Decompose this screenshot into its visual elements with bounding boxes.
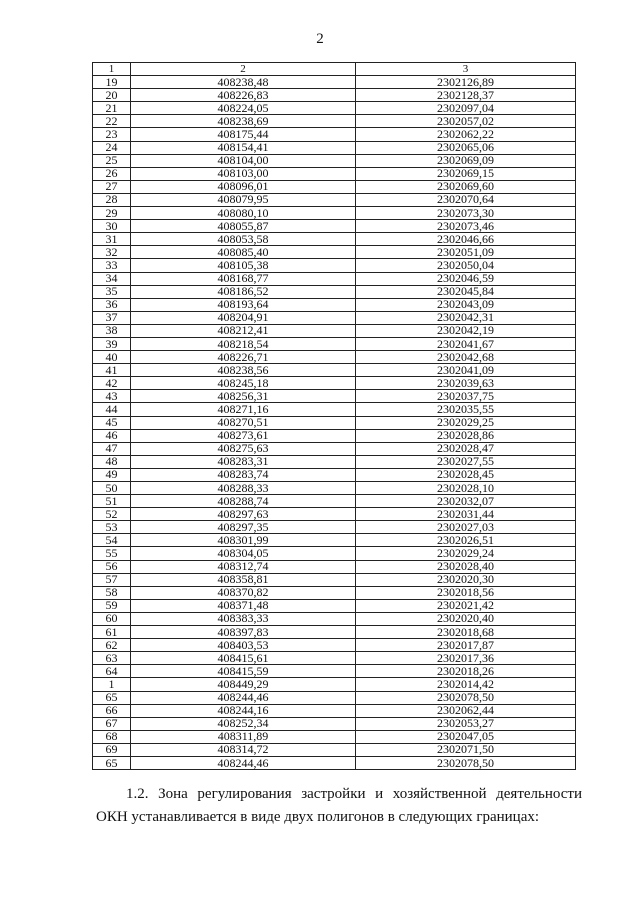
point-number-cell: 53 (93, 521, 131, 534)
table-row (93, 324, 576, 337)
x-coordinate-cell: 408370,82 (131, 586, 356, 599)
x-coordinate-cell: 408154,41 (131, 141, 356, 154)
point-number-cell: 49 (93, 468, 131, 481)
y-coordinate-cell: 2302028,45 (356, 468, 576, 481)
point-number-cell: 52 (93, 508, 131, 521)
y-coordinate-cell: 2302018,26 (356, 665, 576, 678)
point-number-cell: 68 (93, 730, 131, 743)
table-row (93, 730, 576, 743)
table-row (93, 756, 576, 769)
x-coordinate-cell: 408403,53 (131, 639, 356, 652)
point-number-cell: 28 (93, 193, 131, 206)
y-coordinate-cell: 2302041,09 (356, 364, 576, 377)
y-coordinate-cell: 2302045,84 (356, 285, 576, 298)
x-coordinate-cell: 408193,64 (131, 298, 356, 311)
point-number-cell: 27 (93, 180, 131, 193)
point-number-cell: 46 (93, 429, 131, 442)
x-coordinate-cell: 408238,56 (131, 364, 356, 377)
y-coordinate-cell: 2302069,60 (356, 180, 576, 193)
table-row (93, 285, 576, 298)
x-coordinate-cell: 408304,05 (131, 547, 356, 560)
x-coordinate-cell: 408256,31 (131, 390, 356, 403)
coordinates-table (92, 62, 576, 770)
y-coordinate-cell: 2302027,55 (356, 455, 576, 468)
x-coordinate-cell: 408105,38 (131, 259, 356, 272)
y-coordinate-cell: 2302128,37 (356, 89, 576, 102)
point-number-cell: 47 (93, 442, 131, 455)
point-number-cell: 65 (93, 691, 131, 704)
x-coordinate-cell: 408397,83 (131, 626, 356, 639)
point-number-cell: 40 (93, 351, 131, 364)
point-number-cell: 37 (93, 311, 131, 324)
y-coordinate-cell: 2302042,68 (356, 351, 576, 364)
y-coordinate-cell: 2302020,40 (356, 612, 576, 625)
x-coordinate-cell: 408053,58 (131, 233, 356, 246)
table-row (93, 128, 576, 141)
x-coordinate-cell: 408055,87 (131, 220, 356, 233)
y-coordinate-cell: 2302017,36 (356, 652, 576, 665)
y-coordinate-cell: 2302032,07 (356, 495, 576, 508)
table-row (93, 311, 576, 324)
table-row (93, 599, 576, 612)
y-coordinate-cell: 2302028,86 (356, 429, 576, 442)
point-number-cell: 66 (93, 704, 131, 717)
table-row (93, 652, 576, 665)
y-coordinate-cell: 2302027,03 (356, 521, 576, 534)
x-coordinate-cell: 408104,00 (131, 154, 356, 167)
table-row (93, 141, 576, 154)
table-row (93, 193, 576, 206)
point-number-cell: 63 (93, 652, 131, 665)
point-number-cell: 34 (93, 272, 131, 285)
table-row (93, 573, 576, 586)
y-coordinate-cell: 2302029,25 (356, 416, 576, 429)
point-number-cell: 59 (93, 599, 131, 612)
y-coordinate-cell: 2302014,42 (356, 678, 576, 691)
x-coordinate-cell: 408244,46 (131, 691, 356, 704)
table-row (93, 115, 576, 128)
table-body (93, 76, 576, 770)
point-number-cell: 54 (93, 534, 131, 547)
x-coordinate-cell: 408186,52 (131, 285, 356, 298)
point-number-cell: 58 (93, 586, 131, 599)
y-coordinate-cell: 2302073,46 (356, 220, 576, 233)
point-number-cell: 64 (93, 665, 131, 678)
column-header-y: 3 (356, 63, 576, 76)
paragraph-line-1: 1.2. Зона регулирования застройки и хозяйственной деятельности (126, 786, 582, 802)
x-coordinate-cell: 408275,63 (131, 442, 356, 455)
table-row (93, 704, 576, 717)
x-coordinate-cell: 408080,10 (131, 207, 356, 220)
x-coordinate-cell: 408224,05 (131, 102, 356, 115)
table-row (93, 416, 576, 429)
x-coordinate-cell: 408252,34 (131, 717, 356, 730)
y-coordinate-cell: 2302017,87 (356, 639, 576, 652)
x-coordinate-cell: 408168,77 (131, 272, 356, 285)
x-coordinate-cell: 408314,72 (131, 743, 356, 756)
x-coordinate-cell: 408270,51 (131, 416, 356, 429)
y-coordinate-cell: 2302042,19 (356, 324, 576, 337)
x-coordinate-cell: 408312,74 (131, 560, 356, 573)
y-coordinate-cell: 2302062,22 (356, 128, 576, 141)
table-row (93, 167, 576, 180)
table-row (93, 626, 576, 639)
table-row (93, 482, 576, 495)
column-header-number: 1 (93, 63, 131, 76)
point-number-cell: 25 (93, 154, 131, 167)
y-coordinate-cell: 2302028,10 (356, 482, 576, 495)
table-row (93, 207, 576, 220)
x-coordinate-cell: 408212,41 (131, 324, 356, 337)
point-number-cell: 23 (93, 128, 131, 141)
y-coordinate-cell: 2302018,68 (356, 626, 576, 639)
point-number-cell: 33 (93, 259, 131, 272)
point-number-cell: 29 (93, 207, 131, 220)
x-coordinate-cell: 408283,31 (131, 455, 356, 468)
y-coordinate-cell: 2302050,04 (356, 259, 576, 272)
y-coordinate-cell: 2302057,02 (356, 115, 576, 128)
x-coordinate-cell: 408358,81 (131, 573, 356, 586)
table-row (93, 442, 576, 455)
y-coordinate-cell: 2302078,50 (356, 756, 576, 769)
table-row (93, 717, 576, 730)
y-coordinate-cell: 2302070,64 (356, 193, 576, 206)
x-coordinate-cell: 408218,54 (131, 337, 356, 350)
x-coordinate-cell: 408371,48 (131, 599, 356, 612)
table-row (93, 102, 576, 115)
table-row (93, 351, 576, 364)
y-coordinate-cell: 2302053,27 (356, 717, 576, 730)
table-row (93, 233, 576, 246)
table-row (93, 298, 576, 311)
x-coordinate-cell: 408096,01 (131, 180, 356, 193)
x-coordinate-cell: 408238,69 (131, 115, 356, 128)
point-number-cell: 42 (93, 377, 131, 390)
x-coordinate-cell: 408079,95 (131, 193, 356, 206)
y-coordinate-cell: 2302029,24 (356, 547, 576, 560)
table-row (93, 521, 576, 534)
table-row (93, 180, 576, 193)
table-row (93, 76, 576, 89)
table-row (93, 560, 576, 573)
x-coordinate-cell: 408175,44 (131, 128, 356, 141)
y-coordinate-cell: 2302041,67 (356, 337, 576, 350)
point-number-cell: 43 (93, 390, 131, 403)
table-row (93, 220, 576, 233)
table-row (93, 547, 576, 560)
y-coordinate-cell: 2302051,09 (356, 246, 576, 259)
table-row (93, 534, 576, 547)
y-coordinate-cell: 2302021,42 (356, 599, 576, 612)
table-row (93, 468, 576, 481)
x-coordinate-cell: 408415,59 (131, 665, 356, 678)
x-coordinate-cell: 408415,61 (131, 652, 356, 665)
point-number-cell: 36 (93, 298, 131, 311)
table-header-row (93, 63, 576, 76)
point-number-cell: 67 (93, 717, 131, 730)
table-row (93, 455, 576, 468)
x-coordinate-cell: 408226,71 (131, 351, 356, 364)
table-row (93, 586, 576, 599)
point-number-cell: 19 (93, 76, 131, 89)
y-coordinate-cell: 2302069,09 (356, 154, 576, 167)
x-coordinate-cell: 408297,35 (131, 521, 356, 534)
point-number-cell: 30 (93, 220, 131, 233)
point-number-cell: 50 (93, 482, 131, 495)
x-coordinate-cell: 408244,16 (131, 704, 356, 717)
point-number-cell: 22 (93, 115, 131, 128)
x-coordinate-cell: 408383,33 (131, 612, 356, 625)
x-coordinate-cell: 408271,16 (131, 403, 356, 416)
table-row (93, 154, 576, 167)
y-coordinate-cell: 2302042,31 (356, 311, 576, 324)
point-number-cell: 38 (93, 324, 131, 337)
x-coordinate-cell: 408288,74 (131, 495, 356, 508)
point-number-cell: 21 (93, 102, 131, 115)
y-coordinate-cell: 2302126,89 (356, 76, 576, 89)
y-coordinate-cell: 2302097,04 (356, 102, 576, 115)
x-coordinate-cell: 408301,99 (131, 534, 356, 547)
point-number-cell: 55 (93, 547, 131, 560)
table-row (93, 377, 576, 390)
table-row (93, 691, 576, 704)
y-coordinate-cell: 2302043,09 (356, 298, 576, 311)
y-coordinate-cell: 2302037,75 (356, 390, 576, 403)
y-coordinate-cell: 2302020,30 (356, 573, 576, 586)
y-coordinate-cell: 2302028,47 (356, 442, 576, 455)
y-coordinate-cell: 2302069,15 (356, 167, 576, 180)
y-coordinate-cell: 2302018,56 (356, 586, 576, 599)
y-coordinate-cell: 2302031,44 (356, 508, 576, 521)
table-row (93, 678, 576, 691)
paragraph-line-2: ОКН устанавливается в виде двух полигонов в следующих границах: (96, 809, 540, 825)
x-coordinate-cell: 408311,89 (131, 730, 356, 743)
y-coordinate-cell: 2302035,55 (356, 403, 576, 416)
point-number-cell: 57 (93, 573, 131, 586)
x-coordinate-cell: 408245,18 (131, 377, 356, 390)
point-number-cell: 45 (93, 416, 131, 429)
point-number-cell: 41 (93, 364, 131, 377)
table-row (93, 495, 576, 508)
y-coordinate-cell: 2302046,66 (356, 233, 576, 246)
y-coordinate-cell: 2302046,59 (356, 272, 576, 285)
table-row (93, 429, 576, 442)
x-coordinate-cell: 408273,61 (131, 429, 356, 442)
point-number-cell: 26 (93, 167, 131, 180)
table-row (93, 612, 576, 625)
y-coordinate-cell: 2302073,30 (356, 207, 576, 220)
point-number-cell: 20 (93, 89, 131, 102)
x-coordinate-cell: 408283,74 (131, 468, 356, 481)
point-number-cell: 62 (93, 639, 131, 652)
table-row (93, 403, 576, 416)
x-coordinate-cell: 408085,40 (131, 246, 356, 259)
table-row (93, 639, 576, 652)
table-row (93, 272, 576, 285)
x-coordinate-cell: 408238,48 (131, 76, 356, 89)
y-coordinate-cell: 2302039,63 (356, 377, 576, 390)
point-number-cell: 1 (93, 678, 131, 691)
column-header-x: 2 (131, 63, 356, 76)
point-number-cell: 51 (93, 495, 131, 508)
y-coordinate-cell: 2302047,05 (356, 730, 576, 743)
y-coordinate-cell: 2302078,50 (356, 691, 576, 704)
x-coordinate-cell: 408226,83 (131, 89, 356, 102)
table-row (93, 665, 576, 678)
y-coordinate-cell: 2302071,50 (356, 743, 576, 756)
point-number-cell: 69 (93, 743, 131, 756)
point-number-cell: 44 (93, 403, 131, 416)
table-row (93, 337, 576, 350)
point-number-cell: 48 (93, 455, 131, 468)
x-coordinate-cell: 408288,33 (131, 482, 356, 495)
table-row (93, 390, 576, 403)
y-coordinate-cell: 2302062,44 (356, 704, 576, 717)
x-coordinate-cell: 408297,63 (131, 508, 356, 521)
table-row (93, 246, 576, 259)
point-number-cell: 60 (93, 612, 131, 625)
point-number-cell: 32 (93, 246, 131, 259)
x-coordinate-cell: 408103,00 (131, 167, 356, 180)
point-number-cell: 31 (93, 233, 131, 246)
point-number-cell: 35 (93, 285, 131, 298)
x-coordinate-cell: 408204,91 (131, 311, 356, 324)
table-row (93, 364, 576, 377)
table-row (93, 89, 576, 102)
x-coordinate-cell: 408449,29 (131, 678, 356, 691)
point-number-cell: 39 (93, 337, 131, 350)
y-coordinate-cell: 2302026,51 (356, 534, 576, 547)
point-number-cell: 65 (93, 756, 131, 769)
point-number-cell: 24 (93, 141, 131, 154)
y-coordinate-cell: 2302065,06 (356, 141, 576, 154)
zone-description-paragraph (96, 783, 582, 829)
point-number-cell: 56 (93, 560, 131, 573)
y-coordinate-cell: 2302028,40 (356, 560, 576, 573)
table-row (93, 743, 576, 756)
page-number: 2 (316, 31, 324, 47)
x-coordinate-cell: 408244,46 (131, 756, 356, 769)
point-number-cell: 61 (93, 626, 131, 639)
table-row (93, 508, 576, 521)
table-row (93, 259, 576, 272)
